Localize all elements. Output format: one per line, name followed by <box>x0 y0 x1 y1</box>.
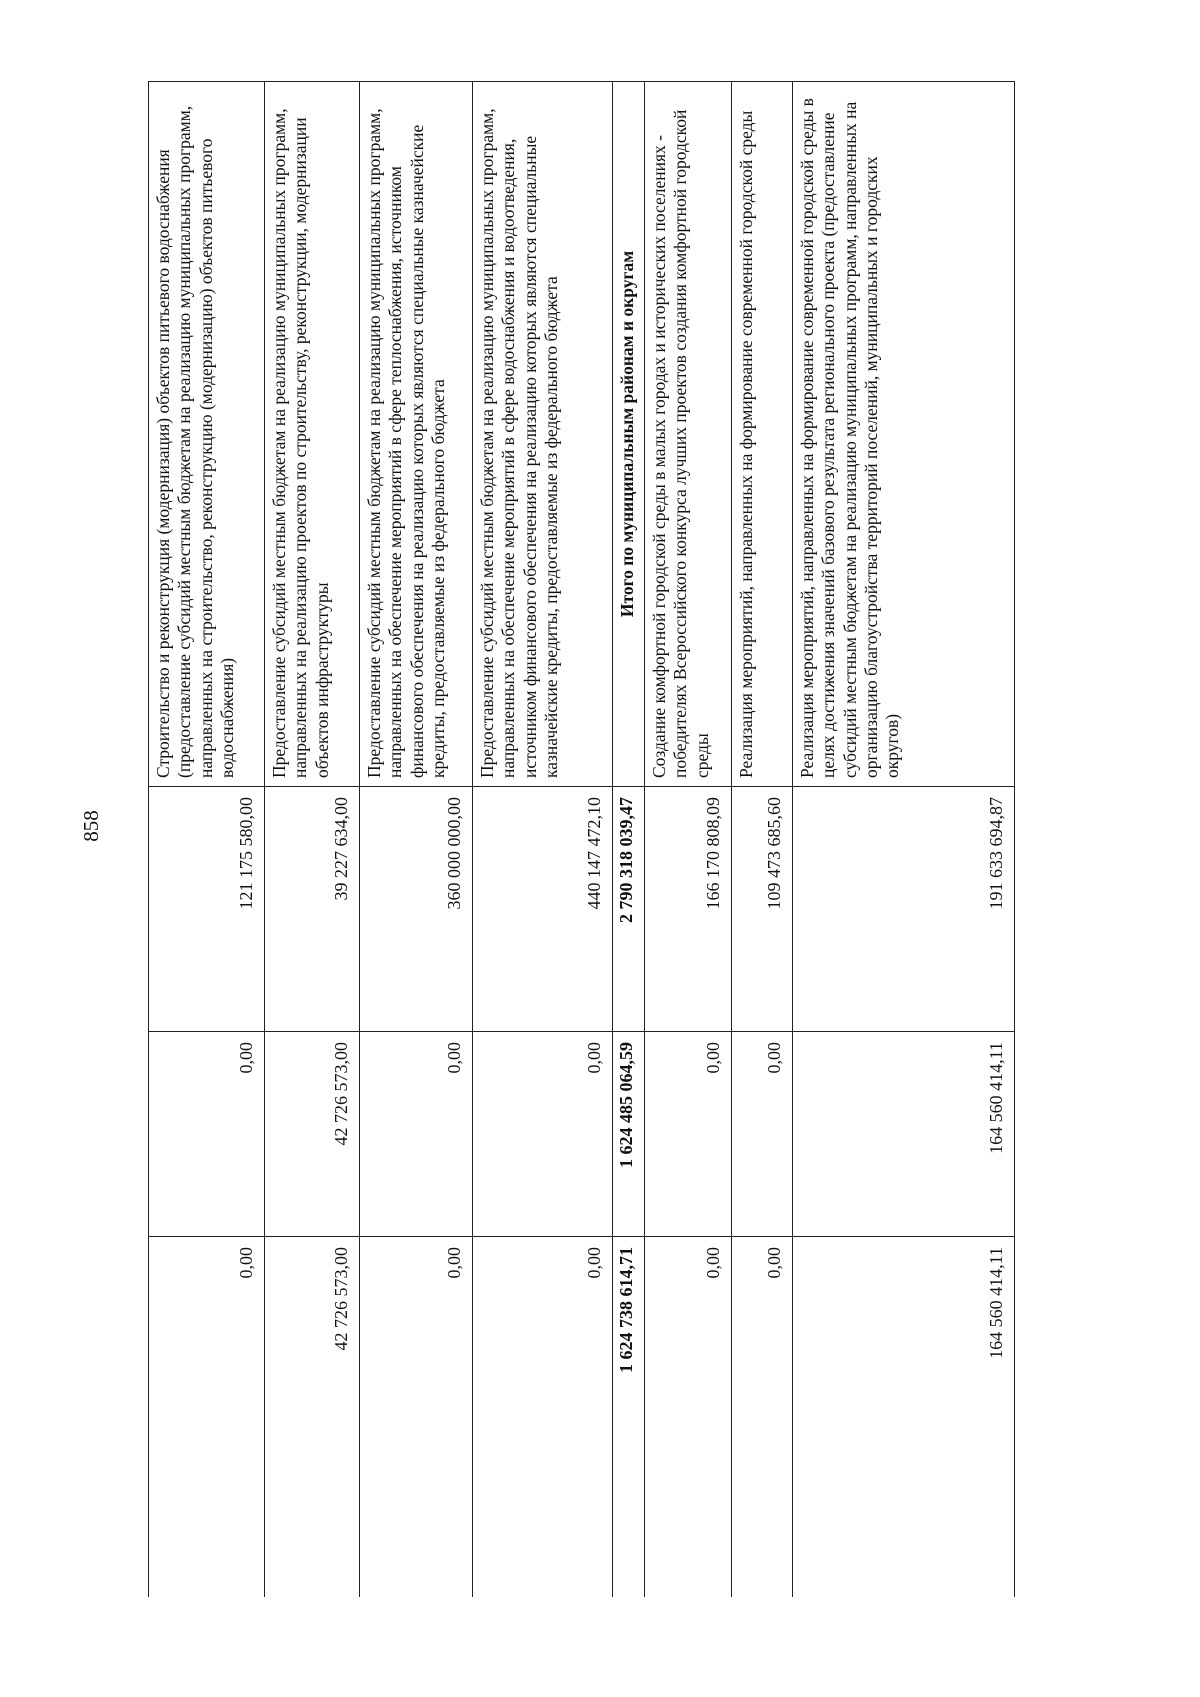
value-cell-1 <box>473 787 612 1032</box>
value-2: 0,00 <box>703 1042 724 1074</box>
value-3: 0,00 <box>703 1247 724 1279</box>
table-row <box>793 82 1015 1597</box>
row-description: Предоставление субсидий местным бюджетам на реализацию муниципальных программ, направленных на обеспечение мероприятий в сфере водоснабжения и водоотведения, источником финансового обеспечения на реализацию которых являются специальные казначейские кредиты, предоставляемые из федерального бюджета <box>477 108 562 778</box>
value-1: 166 170 808,09 <box>703 797 724 910</box>
row-description-cell <box>613 82 644 787</box>
total-label: Итого по муниципальным районам и округам <box>617 250 637 618</box>
value-cell-2 <box>265 1032 359 1237</box>
row-description: Строительство и реконструкция (модернизация) объектов питьевого водоснабжения (предоставление субсидий местным бюджетам на реализацию муниципальных программ, направленных на строительство, реконструкцию (модернизацию) объектов питьевого водоснабжения) <box>153 105 238 778</box>
value-cell-2 <box>645 1032 731 1237</box>
value-cell-1 <box>360 787 472 1032</box>
value-1: 121 175 580,00 <box>236 797 257 910</box>
value-3: 164 560 414,11 <box>986 1247 1007 1359</box>
value-cell-1 <box>149 787 264 1032</box>
budget-table <box>148 81 1015 1597</box>
value-2: 0,00 <box>584 1042 605 1074</box>
row-description-cell <box>265 82 359 787</box>
row-description: Реализация мероприятий, направленных на формирование современной городской среды в целях достижения значений базового результата регионального проекта (предоставление субсидий местным бюджетам на реализацию муниципальных программ, направленных на организацию благоустройства территорий поселений, муниципальных и городских округов) <box>797 98 903 778</box>
row-description-cell <box>793 82 1014 787</box>
value-cell-1 <box>732 787 792 1032</box>
value-1: 39 227 634,00 <box>331 797 352 901</box>
value-3: 42 726 573,00 <box>331 1247 352 1351</box>
value-2: 0,00 <box>444 1042 465 1074</box>
value-cell-1 <box>645 787 731 1032</box>
row-description: Предоставление субсидий местным бюджетам на реализацию муниципальных программ, направленных на реализацию проектов по строительству, реконструкции, модернизации объектов инфраструктуры <box>269 108 332 778</box>
value-cell-2 <box>360 1032 472 1237</box>
value-cell-2 <box>613 1032 644 1237</box>
value-cell-1 <box>265 787 359 1032</box>
value-cell-3 <box>473 1237 612 1597</box>
table-row-total <box>613 82 645 1597</box>
value-3: 0,00 <box>584 1247 605 1279</box>
row-description-cell <box>149 82 264 787</box>
value-cell-3 <box>265 1237 359 1597</box>
row-description: Предоставление субсидий местным бюджетам на реализацию муниципальных программ, направленных на обеспечение мероприятий в сфере теплоснабжения, источником финансового обеспечения на реализацию которых являются специальные казначейские кредиты, предоставляемые из федерального бюджета <box>364 108 449 778</box>
value-3: 0,00 <box>236 1247 257 1279</box>
total-value-3: 1 624 738 614,71 <box>616 1247 637 1373</box>
value-2: 42 726 573,00 <box>331 1042 352 1146</box>
page-number: 858 <box>79 810 103 842</box>
table-row <box>473 82 613 1597</box>
table-row <box>645 82 732 1597</box>
row-description: Реализация мероприятий, направленных на формирование современной городской среды <box>736 110 756 778</box>
value-2: 0,00 <box>764 1042 785 1074</box>
row-description-cell <box>473 82 612 787</box>
value-1: 191 633 694,87 <box>986 797 1007 910</box>
value-2: 164 560 414,11 <box>986 1042 1007 1154</box>
value-cell-2 <box>473 1032 612 1237</box>
row-description-cell <box>732 82 792 787</box>
value-cell-1 <box>613 787 644 1032</box>
value-cell-3 <box>732 1237 792 1597</box>
row-description-cell <box>360 82 472 787</box>
value-1: 109 473 685,60 <box>764 797 785 910</box>
value-cell-1 <box>793 787 1014 1032</box>
value-3: 0,00 <box>764 1247 785 1279</box>
value-1: 440 147 472,10 <box>584 797 605 910</box>
row-description-cell <box>645 82 731 787</box>
total-value-2: 1 624 485 064,59 <box>616 1042 637 1168</box>
value-2: 0,00 <box>236 1042 257 1074</box>
value-cell-2 <box>149 1032 264 1237</box>
value-cell-3 <box>645 1237 731 1597</box>
value-cell-3 <box>149 1237 264 1597</box>
table-row <box>265 82 360 1597</box>
table-row <box>732 82 793 1597</box>
value-cell-2 <box>793 1032 1014 1237</box>
total-value-1: 2 790 318 039,47 <box>616 797 637 923</box>
value-cell-3 <box>360 1237 472 1597</box>
table-row <box>149 82 265 1597</box>
row-description: Создание комфортной городской среды в малых городах и исторических поселениях - победителях Всероссийского конкурса лучших проектов создания комфортной городской среды <box>649 109 712 778</box>
value-cell-2 <box>732 1032 792 1237</box>
table-row <box>360 82 473 1597</box>
value-cell-3 <box>793 1237 1014 1597</box>
value-3: 0,00 <box>444 1247 465 1279</box>
value-cell-3 <box>613 1237 644 1597</box>
value-1: 360 000 000,00 <box>444 797 465 910</box>
